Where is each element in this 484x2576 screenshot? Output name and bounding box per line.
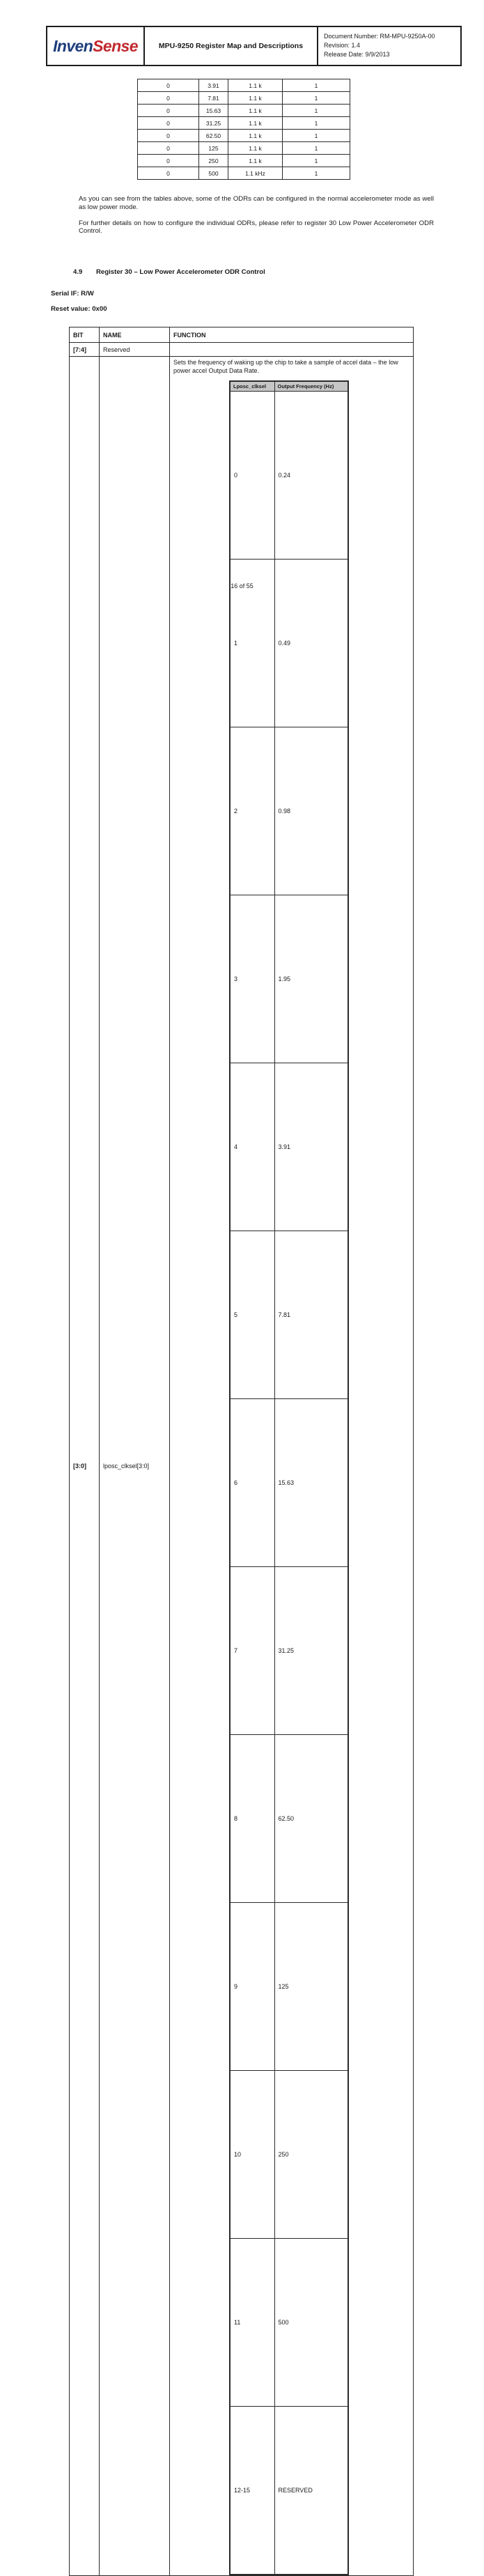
lposc-cell: 3: [230, 895, 274, 1063]
lposc-cell: 3.91: [274, 1063, 348, 1231]
serial-if-label: Serial IF: R/W: [51, 290, 94, 298]
odr-cell: 1: [283, 79, 350, 92]
table-row: [138, 130, 350, 142]
name-cell: Reserved: [100, 343, 170, 357]
bit-cell: [3:0]: [70, 357, 100, 2576]
lposc-cell: 12-15: [230, 2407, 274, 2575]
section-number: 4.9: [73, 268, 83, 276]
odr-cell: 1.1 k: [228, 155, 283, 167]
table-row: [230, 1399, 348, 1567]
lposc-cell: 10: [230, 2071, 274, 2239]
odr-cell: 1: [283, 155, 350, 167]
table-row: [138, 92, 350, 105]
odr-cell: 1.1 k: [228, 92, 283, 105]
odr-cell: 1.1 k: [228, 79, 283, 92]
lposc-cell: 250: [274, 2071, 348, 2239]
column-header-lposc-clksel: Lposc_clksel: [230, 381, 274, 392]
odr-cell: 500: [199, 167, 228, 180]
table-row: [138, 105, 350, 117]
invensense-logo: [53, 37, 138, 56]
odr-cell: 7.81: [199, 92, 228, 105]
table-row: [70, 357, 414, 2576]
column-header-bit: BIT: [70, 327, 100, 343]
odr-cell: 1.1 k: [228, 142, 283, 155]
lposc-cell: 0: [230, 392, 274, 560]
function-cell: [170, 357, 414, 2576]
body-text: [79, 195, 434, 243]
document-number: Document Number: RM-MPU-9250A-00: [324, 33, 435, 40]
table-row: [230, 392, 348, 560]
lposc-cell: 1.95: [274, 895, 348, 1063]
column-header-function: FUNCTION: [170, 327, 414, 343]
odr-cell: 1: [283, 130, 350, 142]
odr-cell: 3.91: [199, 79, 228, 92]
table-row: [230, 1567, 348, 1735]
odr-cell: 1: [283, 92, 350, 105]
lposc-cell: 6: [230, 1399, 274, 1567]
table-row: [138, 117, 350, 130]
lposc-cell: 2: [230, 727, 274, 895]
odr-cell: 0: [138, 130, 199, 142]
table-row: [230, 1231, 348, 1399]
lposc-cell: 0.49: [274, 560, 348, 727]
document-info: [318, 27, 460, 65]
table-row: [230, 1063, 348, 1231]
odr-cell: 0: [138, 92, 199, 105]
document-revision: Revision: 1.4: [324, 42, 361, 49]
table-row: [230, 1735, 348, 1903]
odr-continuation-table: [137, 79, 350, 180]
odr-cell: 1: [283, 167, 350, 180]
table-row: [230, 2407, 348, 2575]
odr-cell: 1.1 k: [228, 117, 283, 130]
lposc-cell: 15.63: [274, 1399, 348, 1567]
odr-cell: 1: [283, 117, 350, 130]
odr-cell: 1: [283, 105, 350, 117]
lposc-cell: 0.24: [274, 392, 348, 560]
odr-cell: 0: [138, 167, 199, 180]
table-row: [138, 142, 350, 155]
odr-cell: 0: [138, 105, 199, 117]
section-title: Register 30 – Low Power Accelerometer ODR Control: [96, 268, 265, 276]
lposc-cell: 31.25: [274, 1567, 348, 1735]
lposc-cell: 7.81: [274, 1231, 348, 1399]
lposc-cell: 4: [230, 1063, 274, 1231]
logo-cell: [47, 27, 145, 65]
odr-cell: 0: [138, 117, 199, 130]
odr-cell: 1: [283, 142, 350, 155]
odr-cell: 1.1 kHz: [228, 167, 283, 180]
lposc-cell: 0.98: [274, 727, 348, 895]
table-row: [138, 79, 350, 92]
lposc-cell: 125: [274, 1903, 348, 2071]
odr-cell: 0: [138, 155, 199, 167]
page-number: 16 of 55: [231, 583, 253, 589]
lposc-cell: RESERVED: [274, 2407, 348, 2575]
bit-cell: [7:4]: [70, 343, 100, 357]
section-heading: [73, 268, 265, 276]
logo-sense: Sense: [93, 36, 138, 55]
odr-cell: 1.1 k: [228, 105, 283, 117]
table-row: [230, 727, 348, 895]
table-row: [70, 343, 414, 357]
column-header-output-frequency: Output Frequency (Hz): [274, 381, 348, 392]
odr-cell: 15.63: [199, 105, 228, 117]
table-row: [138, 155, 350, 167]
lposc-cell: 1: [230, 560, 274, 727]
table-row: [230, 2239, 348, 2407]
column-header-name: NAME: [100, 327, 170, 343]
paragraph-odr-overview: As you can see from the tables above, some of the ODRs can be configured in the normal accelerometer mode as well as low power mode.: [79, 195, 434, 211]
table-row: [230, 1903, 348, 2071]
table-row: [138, 167, 350, 180]
table-row: [230, 2071, 348, 2239]
document-release-date: Release Date: 9/9/2013: [324, 51, 390, 58]
lposc-cell: 7: [230, 1567, 274, 1735]
lposc-clksel-table: [229, 380, 349, 2575]
odr-cell: 62.50: [199, 130, 228, 142]
function-description: Sets the frequency of waking up the chip to take a sample of accel data – the low power accel Output Data Rate.: [173, 359, 398, 374]
document-title: MPU-9250 Register Map and Descriptions: [145, 27, 318, 65]
register-description-table: [69, 327, 414, 2576]
function-cell: [170, 343, 414, 357]
reset-value-label: Reset value: 0x00: [51, 305, 107, 313]
odr-cell: 250: [199, 155, 228, 167]
odr-cell: 0: [138, 142, 199, 155]
odr-cell: 1.1 k: [228, 130, 283, 142]
name-cell: lposc_clksel[3:0]: [100, 357, 170, 2576]
odr-cell: 125: [199, 142, 228, 155]
table-header-row: [230, 381, 348, 392]
lposc-cell: 9: [230, 1903, 274, 2071]
lposc-cell: 8: [230, 1735, 274, 1903]
lposc-cell: 11: [230, 2239, 274, 2407]
table-row: [230, 895, 348, 1063]
lposc-cell: 5: [230, 1231, 274, 1399]
document-header: [46, 26, 462, 66]
paragraph-odr-details: For further details on how to configure the individual ODRs, please refer to register 30 Low Power Accelerometer ODR Control.: [79, 219, 434, 236]
lposc-cell: 500: [274, 2239, 348, 2407]
logo-inven: Inven: [53, 36, 93, 55]
table-header-row: [70, 327, 414, 343]
odr-cell: 0: [138, 79, 199, 92]
lposc-cell: 62.50: [274, 1735, 348, 1903]
odr-cell: 31.25: [199, 117, 228, 130]
